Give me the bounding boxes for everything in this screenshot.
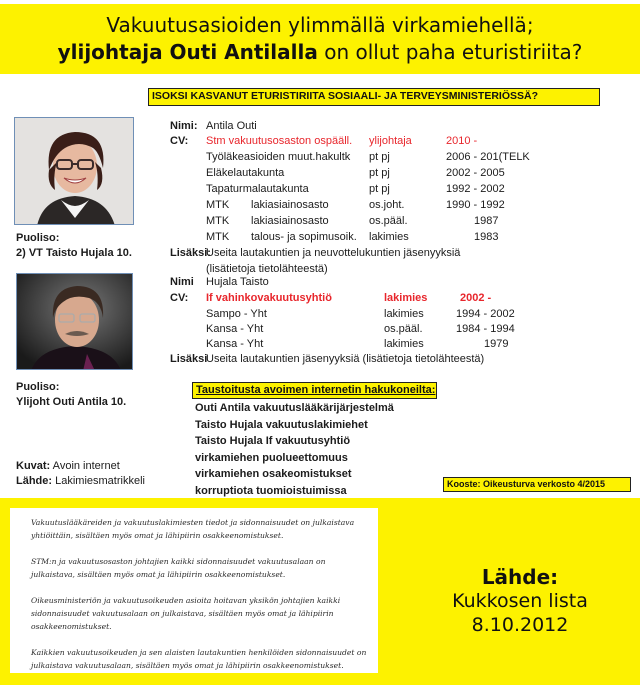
cv-org: Tapaturmalautakunta [206,183,309,195]
cv-role: os.pääl. [384,323,423,335]
cv-years: 2002 - [460,292,492,304]
source-box [420,565,620,637]
portrait-woman-photo [14,117,134,225]
cv-org: talous- ja sopimusoik. [251,231,357,243]
cv-years: 2010 - [446,135,478,147]
link-item[interactable]: virkamiehen puolueettomuus [195,451,348,464]
person1-spouse [16,231,132,261]
link-item[interactable]: korruptiota tuomioistuimissa [195,484,347,497]
link-item[interactable]: virkamiehen osakeomistukset [195,468,352,480]
demand-paragraph: STM:n ja vakuutusosaston johtajien kaikki sidonnaisuudet vakuutusalaan on julkaistava, sisältäen myös omat ja lähipiirin osakkeenomistukset. [31,557,326,579]
source-title: Lähde: [481,565,559,589]
cv-role: os.joht. [369,199,405,211]
source-line-1: Kukkosen lista [452,590,588,612]
title-banner [0,4,640,74]
cv-role: pt pj [369,183,390,195]
title-line-2-bold: ylijohtaja Outi Antilalla [57,40,318,64]
links-header: Taustoitusta avoimen internetin hakukoneilta: [192,382,437,399]
cv-years: 1983 [474,231,499,243]
extra-label: Lisäksi: [170,247,211,259]
link-item[interactable]: Taisto Hujala If vakuutusyhtiö [195,435,351,447]
source-credit [16,474,145,489]
demand-paragraph: Oikeusministeriön ja vakuutusoikeuden asioita hoitavan yksikön johtajien kaikki sidonnaisuudet vakuutusalaan on julkaistava, sisältäen myös omat ja lähipiirin osakkeenomistukset. [31,596,341,631]
cv-org-prefix: MTK [206,231,230,243]
cv-org: Stm vakuutusosaston ospääll. [206,135,353,147]
demand-paragraph: Kaikkien vakuutusoikeuden ja sen alaisten lautakuntien henkilöiden sidonnaisuudet on julkaistava vakuutusalaan, sisältäen myös omat ja lähipiirin osakkeenomistukset. [31,648,367,670]
cv-years: 1994 - 2002 [456,308,515,320]
person1-extra-line2: (lisätietoja tietolähteestä) [206,263,328,275]
link-item[interactable]: Outi Antila vakuutuslääkärijärjestelmä [195,402,394,414]
photos-credit-label: Kuvat: [16,460,51,472]
compiled-by-label: Kooste: Oikeusturva verkosto 4/2015 [443,477,631,492]
demands-text-box [10,508,378,673]
link-item[interactable]: Taisto Hujala vakuutuslakimiehet [195,418,368,431]
cv-role: lakimies [384,308,424,320]
person2-spouse [16,380,126,410]
man-portrait-illustration [17,274,133,370]
source-line-2: 8.10.2012 [471,614,569,636]
cv-years: 1979 [484,338,509,350]
cv-role: pt pj [369,151,390,163]
person1-extra-line1: Useita lautakuntien ja neuvottelukuntien jäsenyyksiä [206,247,461,259]
cv-org-prefix: MTK [206,199,230,211]
spouse-label: Puoliso: [16,232,60,244]
photos-credit [16,459,145,474]
cv-role: ylijohtaja [369,135,412,147]
demand-paragraph: Vakuutuslääkäreiden ja vakuutuslakimiesten tiedot ja sidonnaisuudet on julkaistava yhtiöittäin, sisältäen myös omat ja lähipiirin osakkeenomistukset. [31,518,355,540]
source-credit-label: Lähde: [16,475,53,487]
cv-years: 1987 [474,215,499,227]
cv-role: lakimies [384,338,424,350]
title-line-2-rest: on ollut paha eturistiriita? [317,40,583,64]
cv-years: 1992 - 2002 [446,183,505,195]
cv-years: 1990 - 1992 [446,199,505,211]
credits [16,459,145,489]
spouse-value: Ylijoht Outi Antila 10. [16,396,127,408]
cv-years: 2006 - 201(TELK [446,151,530,163]
cv-label: CV: [170,292,189,304]
cv-org: Työläkeasioiden muut.hakultk [206,151,351,163]
cv-org: lakiasiainosasto [251,215,329,227]
cv-label: CV: [170,135,189,147]
search-links-list [195,400,394,499]
cv-role: os.pääl. [369,215,408,227]
cv-org: lakiasiainosasto [251,199,329,211]
cv-org: Sampo - Yht [206,308,267,320]
source-credit-value: Lakimiesmatrikkeli [52,475,145,487]
name-label: Nimi: [170,120,198,132]
name-label: Nimi [170,276,194,288]
cv-org: Kansa - Yht [206,338,264,350]
title-line-2 [0,39,640,66]
cv-org: Eläkelautakunta [206,167,285,179]
cv-role: lakimies [369,231,409,243]
spouse-value: 2) VT Taisto Hujala 10. [16,247,132,259]
person2-name: Hujala Taisto [206,276,269,288]
cv-role: lakimies [384,292,428,304]
cv-org: Kansa - Yht [206,323,264,335]
cv-years: 1984 - 1994 [456,323,515,335]
portrait-man-photo [16,273,133,370]
cv-role: pt pj [369,167,390,179]
person2-extra-line1: Useita lautakuntien jäsenyyksiä (lisätietoja tietolähteestä) [206,353,485,365]
section-header: ISOKSI KASVANUT ETURISTIRIITA SOSIAALI- JA TERVEYSMINISTERIÖSSÄ? [148,88,600,106]
title-line-1: Vakuutusasioiden ylimmällä virkamiehellä; [106,13,534,37]
extra-label: Lisäksi [170,353,208,365]
woman-portrait-illustration [15,118,134,225]
cv-org: If vahinkovakuutusyhtiö [206,292,332,304]
person1-name: Antila Outi [206,120,257,132]
photos-credit-value: Avoin internet [50,460,120,472]
cv-org-prefix: MTK [206,215,230,227]
spouse-label: Puoliso: [16,381,60,393]
cv-years: 2002 - 2005 [446,167,505,179]
